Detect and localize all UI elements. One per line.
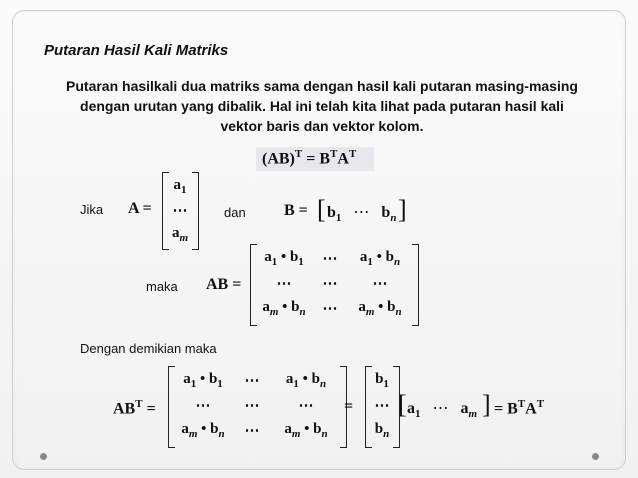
intro-paragraph: Putaran hasilkali dua matriks sama dengan hasil kali putaran masing-masing dengan urutan yang dibalik. Hal ini telah kita lihat pada putaran hasil kali vektor baris dan vektor kolom. [66,78,578,134]
conclusion-lhs: $AB^T$ = [113,398,156,418]
matrix-b-entries: $b_1$ ⋯ $b_n$ [327,204,397,225]
matrix-a-row-1: $a_1$ [173,176,187,196]
slide-title: Putaran Hasil Kali Matriks [44,42,229,59]
abt-cell-mdots: ⋯ [244,423,260,439]
matrix-ab-bracket-right [412,244,419,326]
abt-cell-dots-3: ⋯ [298,398,314,414]
conclusion-rhs: = $B^TA^T$ [494,398,545,418]
abt-cell-dots-1: ⋯ [195,398,211,414]
matrix-a-row-m: $a_m$ [171,224,189,244]
row-a-entries: $a_1$ ⋯ $a_m$ [407,400,478,421]
matrix-a-row-dots: ⋯ [172,202,188,219]
abt-cell-dots-2: ⋯ [244,398,260,414]
matrix-ab-entries [256,246,412,322]
ab-cell-1dots: ⋯ [322,251,338,267]
row-a-bracket-right: ] [482,390,491,419]
label-maka: maka [146,279,178,294]
matrix-b-bracket-left: [ [317,195,326,224]
abt-cell-1n: $a_1$ • $b_n$ [285,371,327,390]
matrix-a-lhs: A = [128,200,152,217]
column-b-row-1: $b_1$ [375,371,389,390]
label-dan: dan [224,205,246,220]
corner-dot-left [40,453,47,460]
matrix-a-bracket-right [192,172,199,250]
abt-cell-mn: $a_m$ • $b_n$ [284,421,328,440]
label-jika: Jika [80,202,104,217]
matrix-abt-entries [174,368,340,444]
formula-transpose-identity: $(AB)^T = B^TA^T$ [262,148,357,168]
ab-cell-mn: $a_m$ • $b_n$ [358,299,402,318]
ab-cell-1n: $a_1$ • $b_n$ [359,249,401,268]
ab-cell-mdots: ⋯ [322,301,338,317]
corner-dot-right [592,453,599,460]
ab-cell-11: $a_1$ • $b_1$ [264,249,304,268]
ab-cell-dots-2: ⋯ [322,276,338,292]
label-conclusion: Dengan demikian maka [80,341,217,356]
matrix-ab-lhs: AB = [206,276,242,293]
ab-cell-dots-3: ⋯ [372,276,388,292]
column-b-row-dots: ⋯ [374,398,390,414]
matrix-b-bracket-right: ] [398,195,407,224]
matrix-b-lhs: B = [284,202,308,219]
row-a-bracket-left: [ [398,390,407,419]
abt-cell-11: $a_1$ • $b_1$ [183,371,223,390]
column-b-entries [371,368,393,444]
ab-cell-dots-1: ⋯ [276,276,292,292]
conclusion-equals: = [344,398,354,415]
matrix-a-rows [168,174,192,246]
abt-cell-1dots: ⋯ [244,373,260,389]
abt-cell-m1: $a_m$ • $b_n$ [181,421,225,440]
column-b-row-n: $b_n$ [374,421,390,440]
ab-cell-m1: $a_m$ • $b_n$ [262,299,306,318]
